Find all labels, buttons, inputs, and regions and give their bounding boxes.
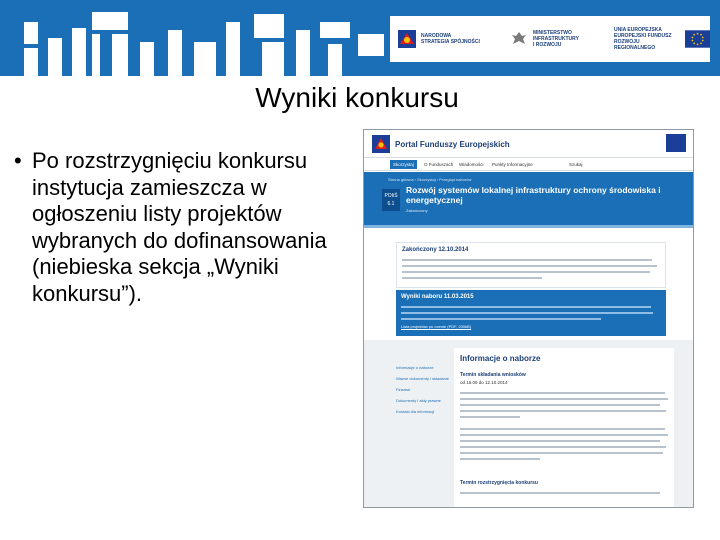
decor-block (72, 28, 86, 76)
decor-block (92, 12, 128, 30)
decor-block (358, 34, 384, 56)
results-panel (396, 290, 666, 336)
decor-block (24, 22, 38, 44)
decor-block (328, 44, 342, 76)
nav-item-wiadomosci: Wiadomości (459, 162, 484, 167)
decor-block (168, 30, 182, 76)
text-line (460, 492, 660, 494)
bullet-text: Po rozstrzygnięciu konkursu instytucja zamieszcza w ogłoszeniu listy projektów wybranych do dofinansowania (niebieska sekcja „Wyniki konkursu”). (32, 148, 327, 306)
portal-header (364, 130, 693, 157)
text-line (460, 398, 668, 400)
text-line (401, 306, 651, 308)
decor-block (112, 34, 128, 76)
text-line (401, 318, 601, 320)
nss-logo: NARODOWA STRATEGIA SPÓJNOŚCI (398, 20, 480, 58)
side-link[interactable]: Informacje o naborze (396, 365, 434, 370)
side-link[interactable]: Finanse (396, 387, 411, 392)
eagle-emblem-icon (510, 30, 528, 48)
text-line (402, 259, 652, 261)
hero-stripe (364, 225, 693, 228)
closed-panel (396, 242, 666, 288)
side-menu (396, 362, 452, 417)
header-banner (0, 0, 720, 76)
side-link[interactable]: Kontakt dla informacji (396, 409, 435, 414)
nav-item-o-funduszach: O Funduszach (424, 162, 454, 167)
decor-block (92, 34, 100, 76)
nav-item-szukaj: Szukaj (569, 162, 583, 167)
bullet-dot: • (14, 148, 22, 173)
portal-nav (364, 157, 693, 171)
program-badge: POIiŚ 6.1 (382, 189, 400, 211)
text-line (460, 410, 666, 412)
hero-title: Rozwój systemów lokalnej infrastruktury ochrony środowiska i energetycznej (406, 185, 661, 205)
resolution-heading: Termin rozstrzygnięcia konkursu (460, 480, 538, 486)
side-link[interactable]: Ważne dokumenty i składanie (396, 376, 449, 381)
text-line (460, 434, 668, 436)
decor-block (262, 42, 284, 76)
results-pdf-link[interactable]: Lista projektów po ocenie (PDF, 200kB) (401, 324, 472, 329)
side-link[interactable]: Dokumenty i akty prawne (396, 398, 441, 403)
text-line (460, 458, 540, 460)
text-line (460, 416, 520, 418)
term-text: od 15.09 do 12.10.2014 (460, 380, 508, 385)
text-line (460, 446, 666, 448)
term-heading: Termin składania wniosków (460, 372, 526, 378)
text-line (402, 271, 650, 273)
text-line (460, 392, 665, 394)
text-line (460, 440, 660, 442)
portal-title: Portal Funduszy Europejskich (395, 140, 510, 149)
info-heading: Informacje o naborze (460, 354, 541, 363)
nav-item-punkty: Punkty Informacyjne (492, 162, 533, 167)
text-line (460, 404, 660, 406)
eu-logo: UNIA EUROPEJSKA EUROPEJSKI FUNDUSZ ROZWOJU REGIONALNEGO (614, 20, 710, 58)
logo-strip (390, 16, 710, 62)
decor-block (254, 14, 284, 38)
breadcrumb: Strona główna › Skorzystaj › Przegląd naborów (388, 177, 472, 182)
hero-status: Zakończony (406, 208, 428, 213)
text-line (402, 277, 542, 279)
text-line (401, 312, 653, 314)
decor-block (194, 42, 216, 76)
decor-block (48, 38, 62, 76)
nav-item-skorzystaj: Skorzystaj (390, 160, 417, 169)
text-line (460, 452, 663, 454)
decor-block (320, 22, 350, 38)
pfe-logo-icon (372, 135, 390, 153)
portal-screenshot (363, 129, 694, 508)
bullet-item (14, 148, 359, 307)
text-line (402, 265, 657, 267)
eu-flag-icon (666, 134, 686, 152)
decor-block (24, 48, 38, 76)
closed-heading: Zakończony 12.10.2014 (402, 247, 469, 253)
ministry-logo: MINISTERSTWO INFRASTRUKTURY I ROZWOJU (510, 20, 579, 58)
text-line (460, 428, 665, 430)
decor-block (140, 42, 154, 76)
nss-emblem-icon (398, 30, 416, 48)
info-main (454, 348, 674, 508)
decor-block (226, 22, 240, 76)
slide-title: Wyniki konkursu (255, 82, 459, 113)
portal-hero (364, 172, 693, 228)
results-heading: Wyniki naboru 11.03.2015 (401, 294, 474, 300)
eu-flag-icon (685, 30, 710, 48)
decor-block (296, 30, 310, 76)
